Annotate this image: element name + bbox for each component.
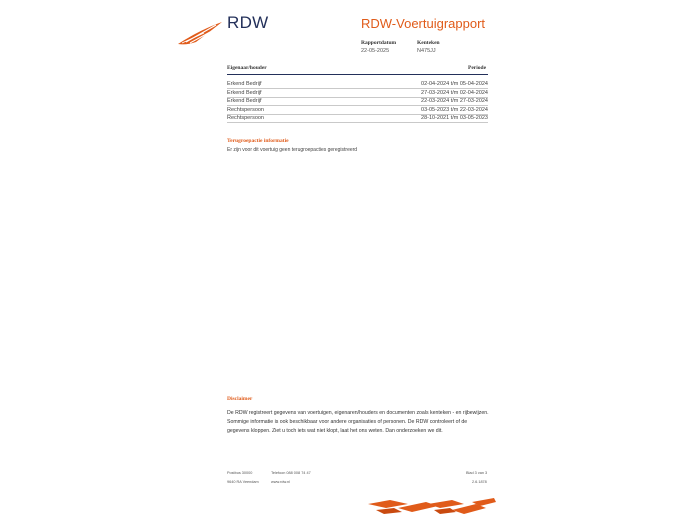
report-date-label: Rapportdatum bbox=[361, 40, 397, 46]
owner-cell: Erkend Bedrijf bbox=[227, 81, 262, 87]
disclaimer-text: De RDW registreert gegevens van voertuigen, eigenaren/houders en documenten zoals kenteken - en rijbewijzen. Sommige informatie is ook beschikbaar voor andere organisaties of personen. De RDW controleert of de gegevens kloppen. Ziet u toch iets wat niet klopt, laat het ons weten. Dan onderzoeken we dit. bbox=[227, 410, 489, 434]
rdw-stripes-decoration-icon bbox=[368, 498, 496, 514]
table-row bbox=[227, 115, 488, 123]
col-owner-header: Eigenaar/houder bbox=[227, 65, 267, 71]
owner-cell: Erkend Bedrijf bbox=[227, 98, 262, 104]
period-cell: 03-05-2023 t/m 22-03-2024 bbox=[421, 106, 488, 113]
logo-text: RDW bbox=[227, 13, 269, 32]
table-header-rule bbox=[227, 74, 488, 75]
rdw-logo-icon bbox=[176, 20, 224, 46]
period-cell: 27-03-2024 t/m 02-04-2024 bbox=[421, 89, 488, 96]
footer-phone: Telefoon 088 008 74 47 bbox=[271, 471, 311, 475]
footer-code: 2.6.1878 bbox=[472, 480, 487, 484]
plate-label: Kenteken bbox=[417, 40, 440, 46]
table-row bbox=[227, 81, 488, 89]
footer-address: 9640 RA Veendam bbox=[227, 480, 259, 484]
recall-text: Er zijn voor dit voertuig geen terugroepacties geregistreerd bbox=[227, 147, 358, 153]
disclaimer-title: Disclaimer bbox=[227, 396, 253, 402]
owner-cell: Erkend Bedrijf bbox=[227, 89, 262, 96]
plate-value: N475JJ bbox=[417, 48, 436, 54]
footer-page: Blad 3 van 3 bbox=[466, 471, 488, 475]
recall-title: Terugroepactie informatie bbox=[227, 138, 289, 144]
owner-cell: Rechtspersoon bbox=[227, 115, 264, 121]
owner-cell: Rechtspersoon bbox=[227, 106, 264, 113]
table-row bbox=[227, 107, 488, 115]
period-cell: 22-03-2024 t/m 27-03-2024 bbox=[421, 98, 488, 104]
period-cell: 02-04-2024 t/m 05-04-2024 bbox=[421, 81, 488, 87]
footer-web: www.rdw.nl bbox=[271, 480, 290, 484]
col-period-header: Periode bbox=[468, 65, 487, 71]
table-row bbox=[227, 90, 488, 98]
report-title: RDW-Voertuigrapport bbox=[361, 16, 486, 31]
report-date: 22-05-2025 bbox=[361, 48, 390, 54]
table-row bbox=[227, 98, 488, 106]
footer-postbus: Postbus 30000 bbox=[227, 471, 253, 475]
period-cell: 28-10-2021 t/m 03-05-2023 bbox=[421, 115, 488, 121]
